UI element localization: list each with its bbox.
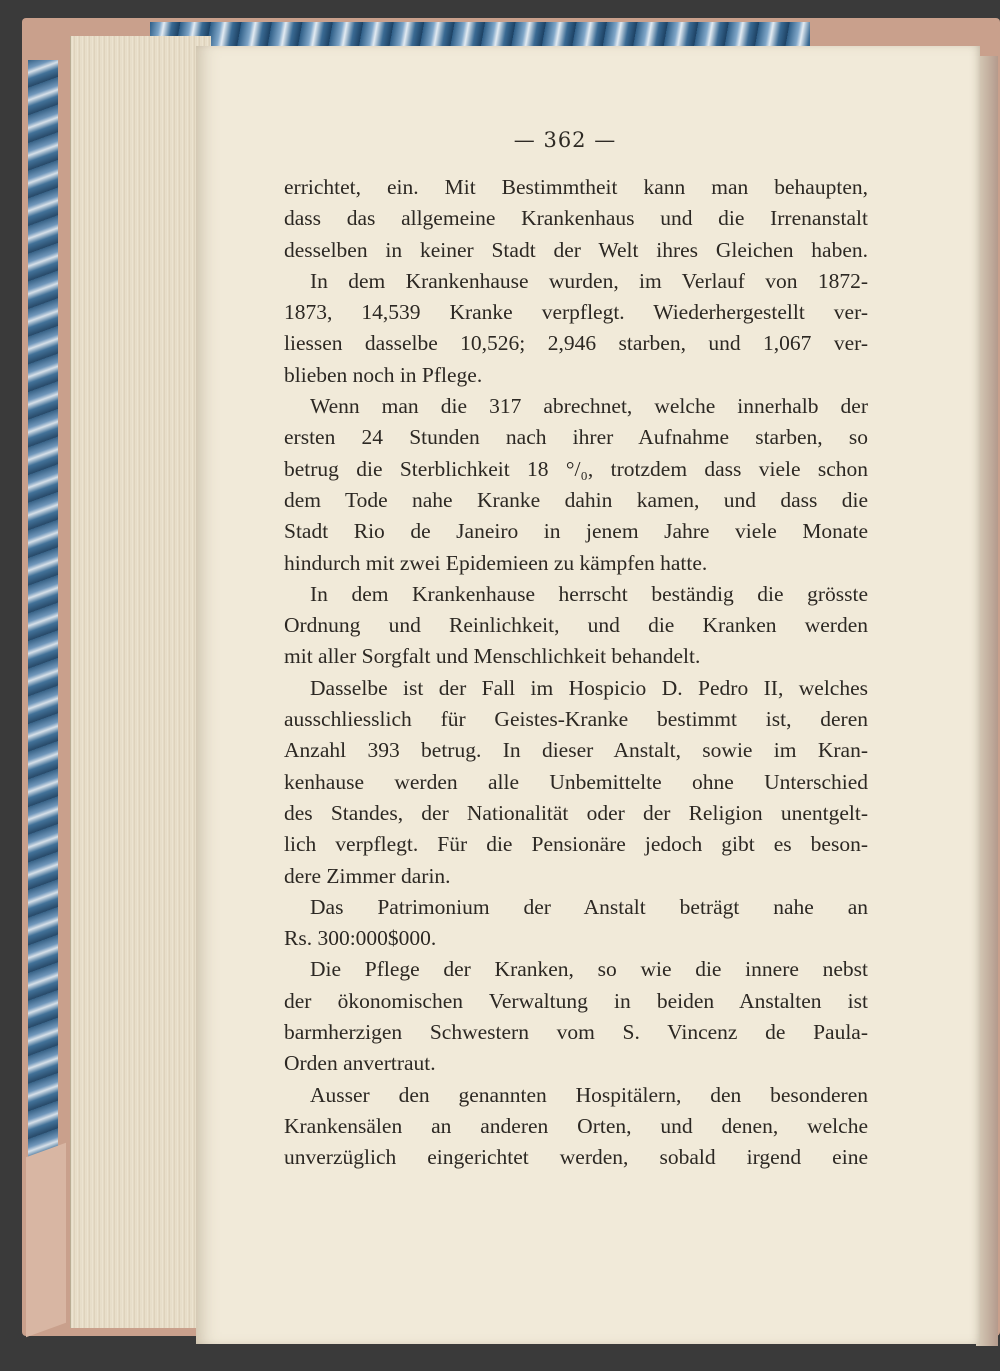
text-line: errichtet, ein. Mit Bestimmtheit kann man behaupten, — [284, 175, 868, 199]
cover-corner — [26, 1143, 66, 1338]
text-line: ausschliesslich für Geistes-Kranke bestimmt ist, deren — [284, 707, 868, 732]
text-line: In dem Krankenhause wurden, im Verlauf von 1872- — [310, 268, 868, 293]
page-block-edge — [70, 36, 211, 1328]
text-line: betrug die Sterblichkeit 18 °/₀, trotzdem dass viele schon — [284, 456, 868, 481]
text-line: dem Tode nahe Kranke dahin kamen, und dass die — [284, 487, 868, 512]
marbled-cover-edge — [28, 60, 58, 1250]
text-line: Dasselbe ist der Fall im Hospicio D. Pedro II, welches — [310, 675, 868, 700]
text-line: In dem Krankenhause herrscht beständig die grösste — [310, 581, 868, 606]
marbled-top-edge — [150, 22, 810, 48]
text-line: dass das allgemeine Krankenhaus und die Irrenanstalt — [284, 206, 868, 231]
text-line: Stadt Rio de Janeiro in jenem Jahre viele Monate — [284, 519, 868, 544]
text-line: Rs. 300:000$000. — [284, 926, 437, 951]
body-text — [284, 172, 868, 1174]
text-line: des Standes, der Nationalität oder der Religion unentgelt- — [284, 800, 868, 825]
text-line: lich verpflegt. Für die Pensionäre jedoch gibt es beson- — [284, 832, 868, 857]
text-line: barmherzigen Schwestern vom S. Vincenz de Paula- — [284, 1020, 868, 1045]
text-line: desselben in keiner Stadt der Welt ihres Gleichen haben. — [284, 237, 868, 262]
text-line: Krankensälen an anderen Orten, und denen, welche — [284, 1113, 868, 1138]
text-line: mit aller Sorgfalt und Menschlichkeit behandelt. — [284, 644, 701, 669]
text-line: Das Patrimonium der Anstalt beträgt nahe an — [310, 894, 868, 919]
text-line: Anzahl 393 betrug. In dieser Anstalt, sowie im Kran- — [284, 738, 868, 763]
text-line: blieben noch in Pflege. — [284, 362, 483, 387]
text-line: Ordnung und Reinlichkeit, und die Kranken werden — [284, 613, 868, 638]
text-line: hindurch mit zwei Epidemieen zu kämpfen hatte. — [284, 550, 708, 575]
text-line: kenhause werden alle Unbemittelte ohne Unterschied — [284, 769, 868, 794]
text-line: Wenn man die 317 abrechnet, welche innerhalb der — [310, 394, 868, 419]
page-number: — 362 — — [513, 128, 617, 152]
text-line: Ausser den genannten Hospitälern, den besonderen — [310, 1082, 868, 1107]
text-line: dere Zimmer darin. — [284, 863, 451, 888]
text-line: unverzüglich eingerichtet werden, sobald irgend eine — [284, 1145, 868, 1170]
text-line: 1873, 14,539 Kranke verpflegt. Wiederhergestellt ver- — [284, 300, 868, 325]
text-line: ersten 24 Stunden nach ihrer Aufnahme starben, so — [284, 425, 868, 450]
text-line: Die Pflege der Kranken, so wie die innere nebst — [310, 957, 868, 982]
text-line: der ökonomischen Verwaltung in beiden Anstalten ist — [284, 988, 868, 1013]
text-line: Orden anvertraut. — [284, 1051, 436, 1076]
text-line: liessen dasselbe 10,526; 2,946 starben, und 1,067 ver- — [284, 331, 868, 356]
